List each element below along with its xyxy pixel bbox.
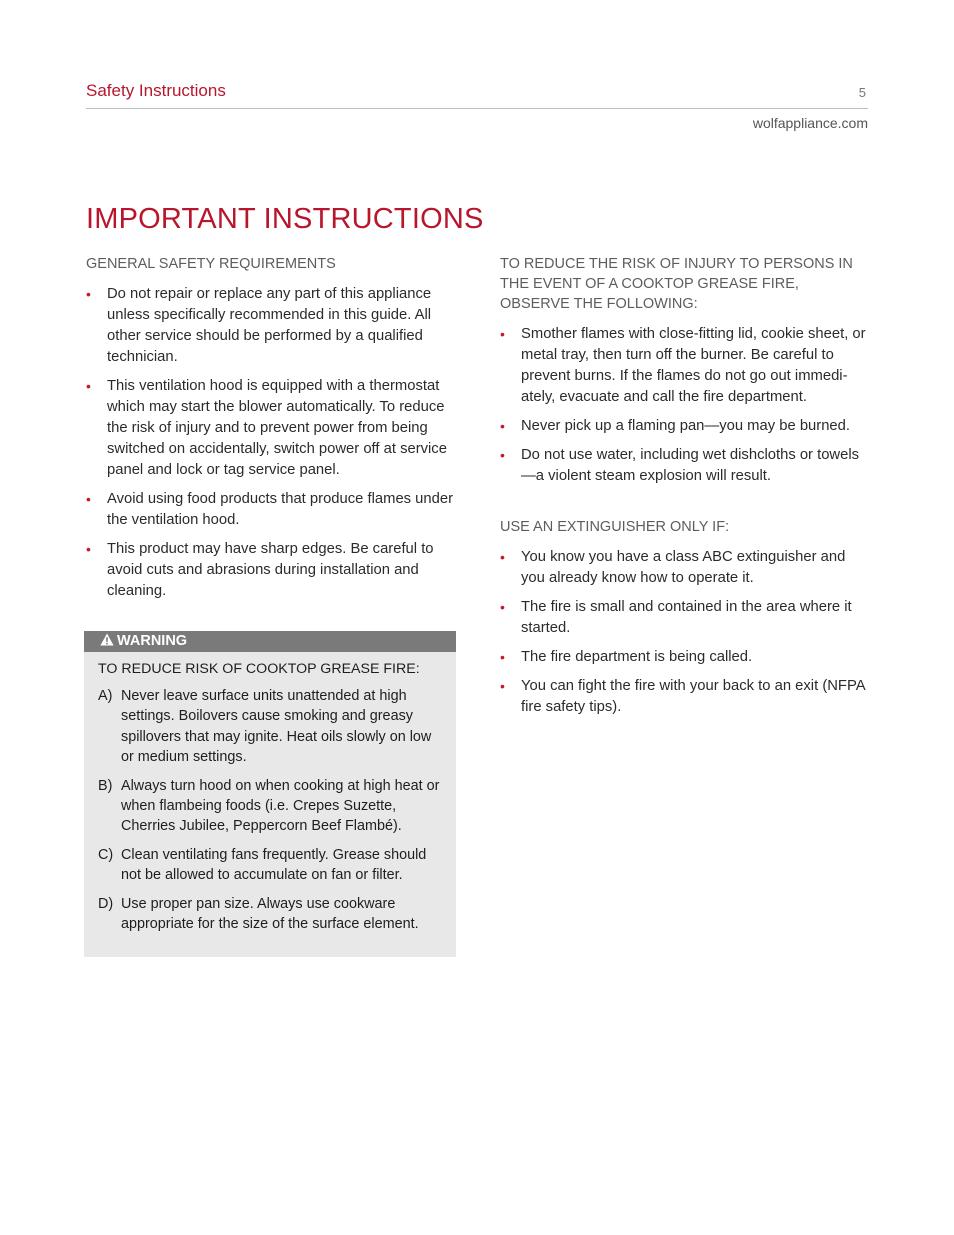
list-letter: A) xyxy=(98,688,113,704)
list-item xyxy=(98,776,442,837)
left-column xyxy=(86,254,458,610)
page-title: IMPORTANT INSTRUCTIONS xyxy=(86,203,484,235)
list-item xyxy=(86,376,458,481)
bullet-icon: • xyxy=(500,599,505,615)
list-item xyxy=(500,597,870,639)
list-letter: D) xyxy=(98,895,114,912)
list-item xyxy=(500,547,870,589)
list-item xyxy=(98,845,442,886)
list-item xyxy=(98,686,442,768)
list-item-text: Never leave surface units unattended at high settings. Boilovers cause smoking and greasy spillovers that may ignite. Heat oils slowly on low or medium settings. xyxy=(121,688,432,766)
right-column xyxy=(500,254,870,726)
header-divider xyxy=(86,108,868,109)
bullet-icon: • xyxy=(86,378,91,394)
list-item-text: Use proper pan size. Always use cookware appropriate for the size of the surface element. xyxy=(121,895,419,933)
list-letter: C) xyxy=(98,846,114,863)
list-item xyxy=(86,284,458,368)
header-section-title: Safety Instructions xyxy=(86,81,226,100)
list-item xyxy=(500,676,870,718)
list-item xyxy=(500,647,870,668)
list-item-text: You know you have a class ABC extinguisher and you already know how to operate it. xyxy=(521,549,846,586)
list-item-text: Do not use water, including wet dishcloths or towels—a violent steam explosion will result. xyxy=(521,447,860,484)
grease-fire-heading: TO REDUCE THE RISK OF INJURY TO PERSONS IN THE EVENT OF A COOKTOP GREASE FIRE, OBSERVE THE FOLLOWING: xyxy=(500,256,853,312)
bullet-icon: • xyxy=(500,678,505,694)
warning-banner xyxy=(84,631,456,652)
page-number: 5 xyxy=(858,85,866,100)
list-item xyxy=(500,445,870,487)
list-item xyxy=(500,324,870,408)
list-item-text: Avoid using food products that produce flames under the ventilation hood. xyxy=(107,491,454,528)
list-item-text: This product may have sharp edges. Be careful to avoid cuts and abrasions during installation and cleaning. xyxy=(107,541,434,599)
list-letter: B) xyxy=(98,777,113,794)
warning-subheading: TO REDUCE RISK OF COOKTOP GREASE FIRE: xyxy=(98,661,420,677)
list-item-text: Smother flames with close-fitting lid, cookie sheet, or metal tray, then turn off the burner. Be careful to prevent burns. If the flames do not go out immedi-ately, evacuate and call the fire department. xyxy=(521,326,866,405)
list-item-text: Never pick up a flaming pan—you may be burned. xyxy=(521,418,850,434)
list-item-text: You can fight the fire with your back to an exit (NFPA fire safety tips). xyxy=(521,678,865,715)
list-item-text: Clean ventilating fans frequently. Grease should not be allowed to accumulate on fan or filter. xyxy=(121,846,427,884)
bullet-icon: • xyxy=(500,447,505,463)
bullet-icon: • xyxy=(86,541,91,557)
warning-box xyxy=(84,631,456,957)
warning-triangle-icon xyxy=(100,632,114,653)
extinguisher-list xyxy=(500,547,870,718)
bullet-icon: • xyxy=(500,326,505,342)
list-item xyxy=(86,489,458,531)
bullet-icon: • xyxy=(500,649,505,665)
warning-list xyxy=(84,686,456,934)
list-item xyxy=(500,416,870,437)
list-item-text: This ventilation hood is equipped with a thermostat which may start the blower automatically. To reduce the risk of injury and to prevent power from being switched on accidentally, switch power off at service panel and lock or tag service panel. xyxy=(107,378,447,478)
grease-fire-list xyxy=(500,324,870,487)
list-item xyxy=(98,894,442,935)
bullet-icon: • xyxy=(86,286,91,302)
list-item-text: The fire department is being called. xyxy=(521,649,753,665)
list-item-text: Always turn hood on when cooking at high heat or when flambeing foods (i.e. Crepes Suzette, Cherries Jubilee, Peppercorn Beef Flambé). xyxy=(121,777,440,835)
bullet-icon: • xyxy=(500,418,505,434)
general-safety-list xyxy=(86,284,458,602)
extinguisher-heading: USE AN EXTINGUISHER ONLY IF: xyxy=(500,519,730,535)
list-item-text: Do not repair or replace any part of this appliance unless specifically recommended in this guide. All other service should be performed by a qualified technician. xyxy=(107,286,432,365)
warning-label: WARNING xyxy=(117,633,188,649)
general-safety-heading: GENERAL SAFETY REQUIREMENTS xyxy=(86,256,336,272)
list-item xyxy=(86,539,458,602)
bullet-icon: • xyxy=(500,549,505,565)
bullet-icon: • xyxy=(86,491,91,507)
list-item-text: The fire is small and contained in the area where it started. xyxy=(521,599,852,636)
website-url: wolfappliance.com xyxy=(752,115,868,131)
